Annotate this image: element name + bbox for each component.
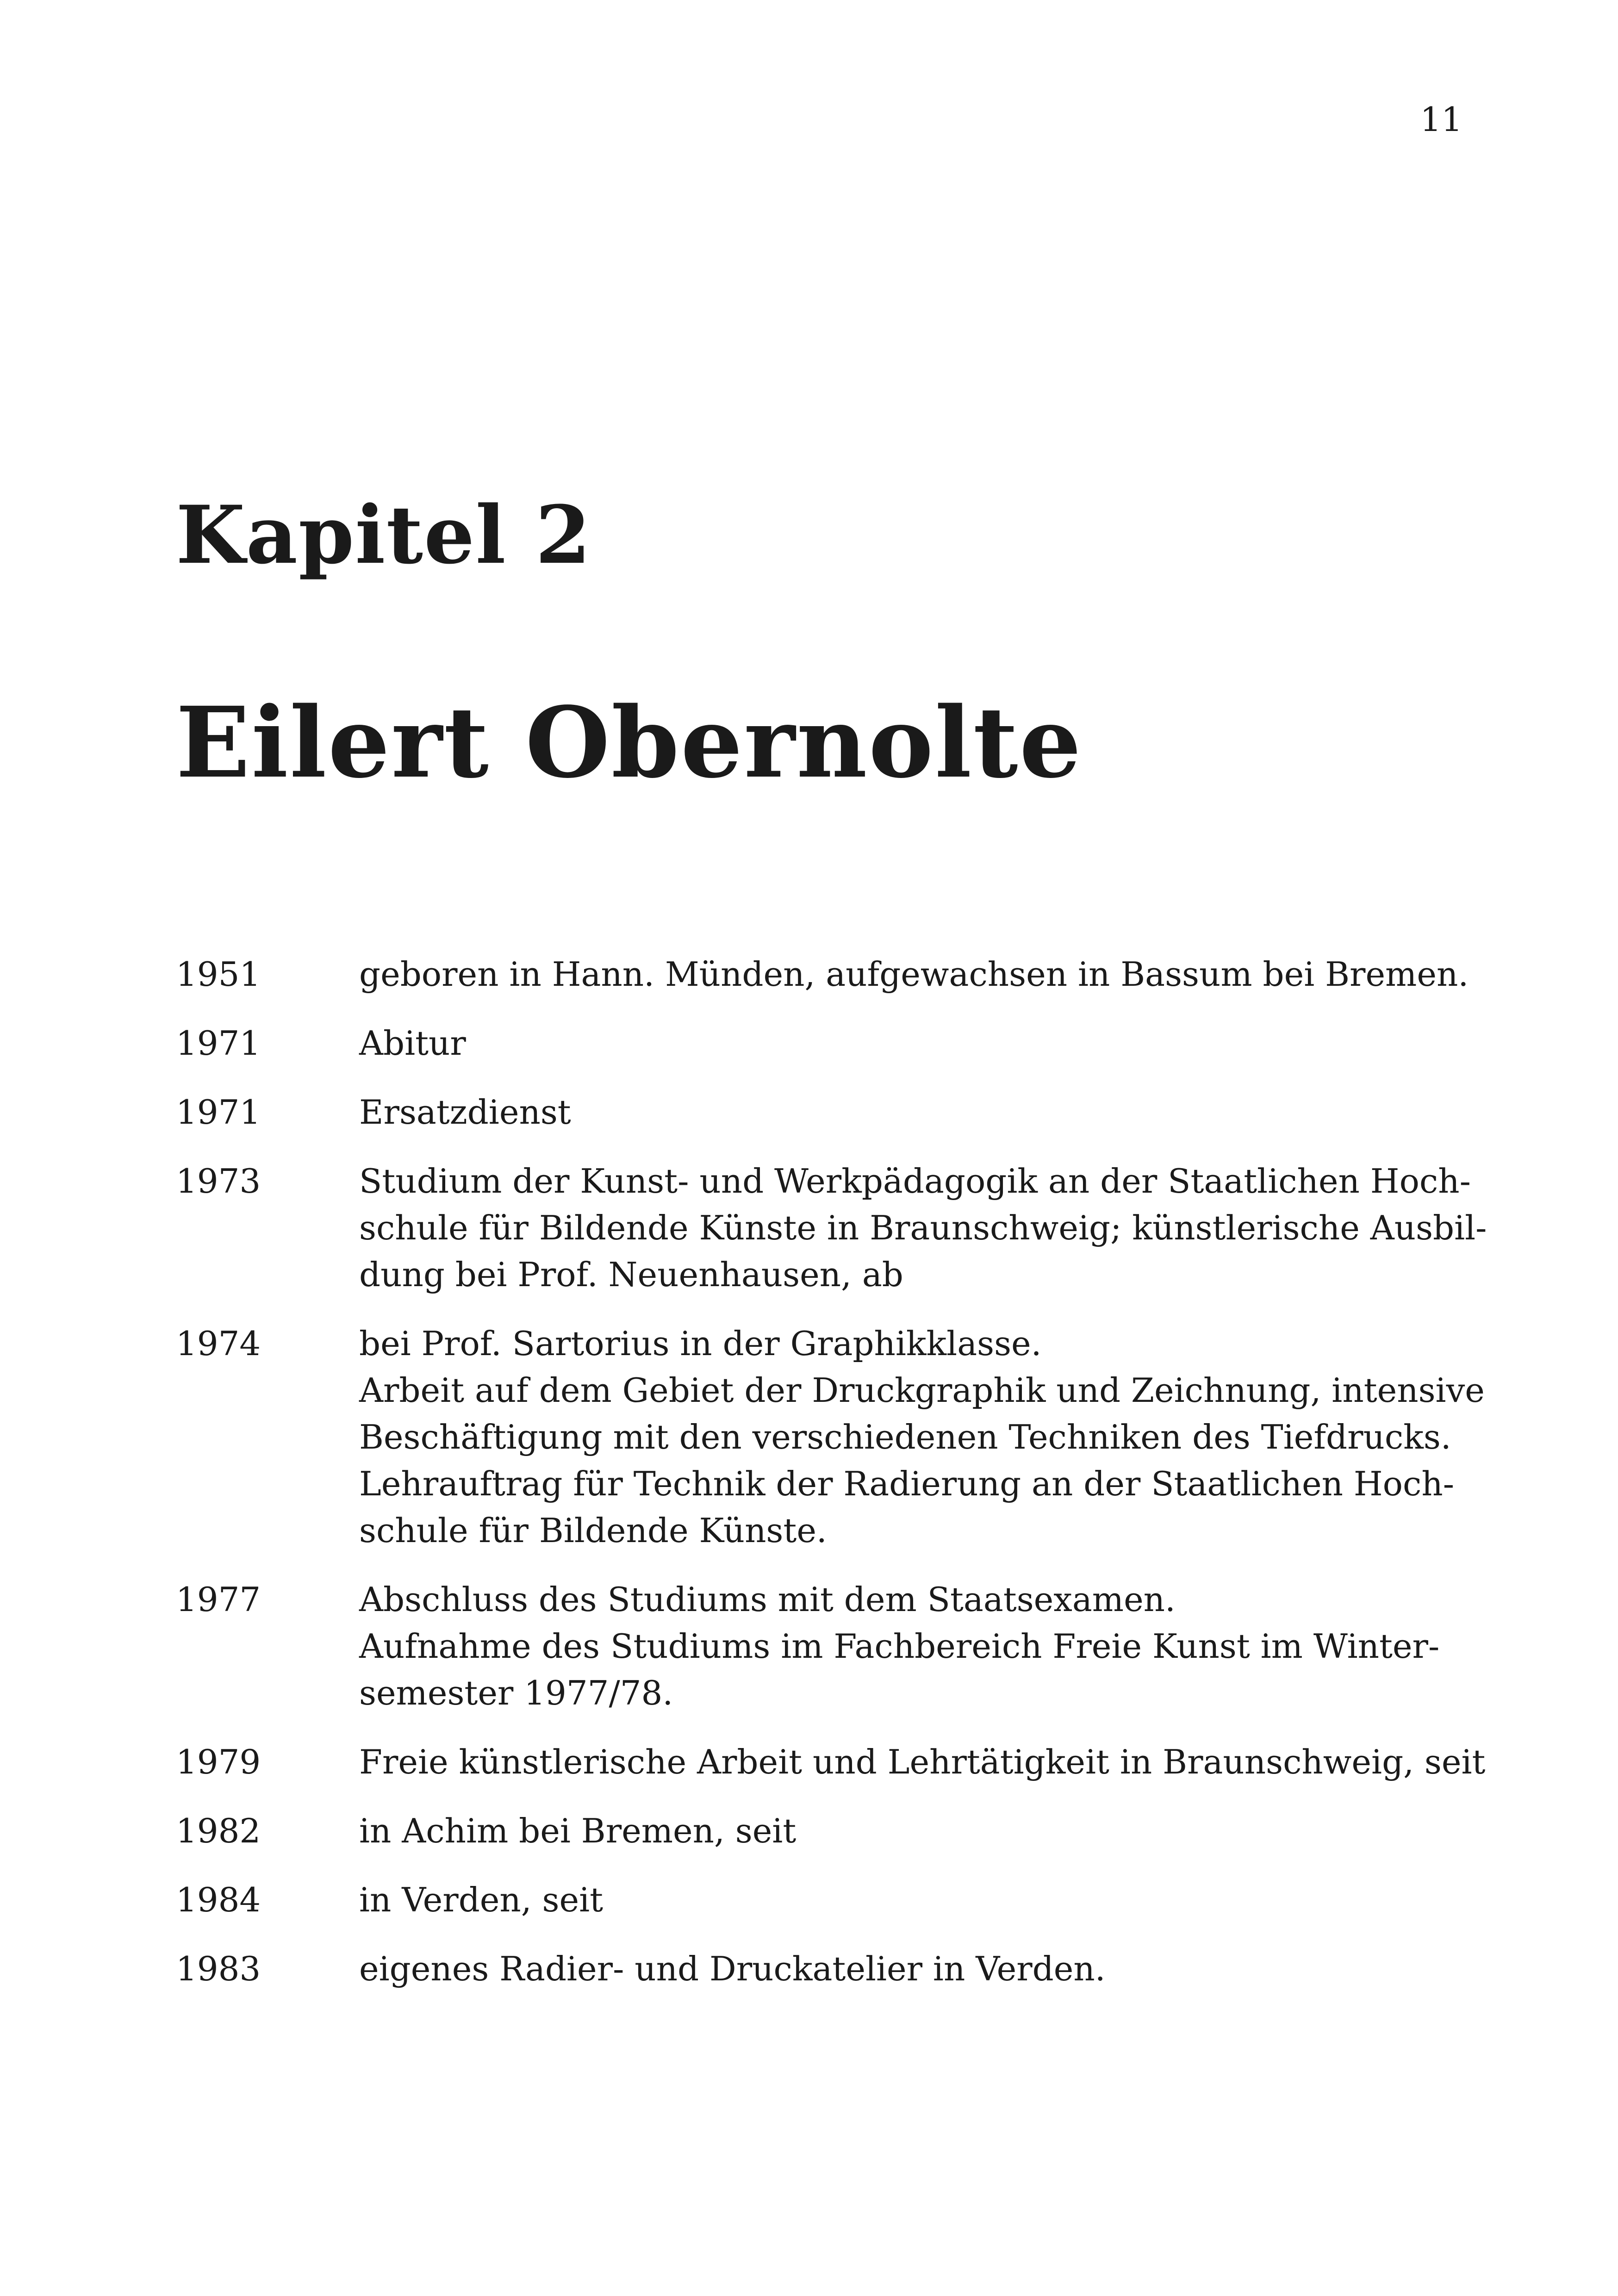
biography-text <box>359 951 1469 998</box>
biography-text <box>359 1808 1462 1854</box>
biography-text <box>359 1020 1462 1067</box>
biography-entry <box>176 1946 1462 1992</box>
biography-year: 1971 <box>176 1093 261 1132</box>
biography-entry <box>176 951 1469 998</box>
biography-entry <box>176 1739 1486 1786</box>
biography-line: Abschluss des Studiums mit dem Staatsexamen. <box>359 1580 1176 1619</box>
biography-line: dung bei Prof. Neuenhausen, ab <box>359 1255 903 1294</box>
page-number: 11 <box>1420 100 1462 139</box>
biography-entry <box>176 1576 1462 1717</box>
biography-year: 1973 <box>176 1162 261 1201</box>
biography-line: Beschäftigung mit den verschiedenen Techniken des Tiefdrucks. <box>359 1418 1451 1456</box>
biography-text <box>359 1576 1462 1717</box>
biography-line: in Achim bei Bremen, seit <box>359 1811 797 1850</box>
biography-entry <box>176 1808 1462 1854</box>
biography-entry <box>176 1020 1462 1067</box>
biography-line: bei Prof. Sartorius in der Graphikklasse. <box>359 1324 1042 1363</box>
biography-line: Abitur <box>359 1024 466 1063</box>
biography-entry <box>176 1158 1487 1298</box>
biography-year: 1982 <box>176 1811 261 1850</box>
biography-text <box>359 1158 1487 1298</box>
biography-line: Ersatzdienst <box>359 1093 571 1132</box>
biography-line: geboren in Hann. Münden, aufgewachsen in Bassum bei Bremen. <box>359 955 1469 994</box>
biography-list <box>176 951 1487 2015</box>
biography-text <box>359 1946 1462 1992</box>
biography-text <box>359 1739 1485 1786</box>
biography-line: schule für Bildende Künste. <box>359 1511 827 1550</box>
biography-line: in Verden, seit <box>359 1880 604 1919</box>
biography-year: 1979 <box>176 1742 261 1781</box>
biography-year: 1951 <box>176 955 261 994</box>
biography-year: 1983 <box>176 1949 261 1988</box>
biography-line: Freie künstlerische Arbeit und Lehrtätigkeit in Braunschweig, seit <box>359 1742 1486 1781</box>
biography-entry <box>176 1089 1462 1136</box>
biography-text <box>359 1320 1485 1554</box>
biography-text <box>359 1089 1462 1136</box>
chapter-label: Kapitel 2 <box>176 488 592 582</box>
biography-line: Aufnahme des Studiums im Fachbereich Freie Kunst im Winter- <box>359 1627 1440 1666</box>
biography-year: 1977 <box>176 1580 261 1619</box>
biography-year: 1971 <box>176 1024 261 1063</box>
biography-entry <box>176 1877 1462 1923</box>
biography-year: 1974 <box>176 1324 261 1363</box>
biography-line: schule für Bildende Künste in Braunschweig; künstlerische Ausbil- <box>359 1208 1487 1247</box>
biography-year: 1984 <box>176 1880 261 1919</box>
biography-line: Arbeit auf dem Gebiet der Druckgraphik und Zeichnung, intensive <box>359 1371 1485 1410</box>
biography-line: Studium der Kunst- und Werkpädagogik an der Staatlichen Hoch- <box>359 1162 1471 1201</box>
biography-text <box>359 1877 1462 1923</box>
biography-line: eigenes Radier- und Druckatelier in Verden. <box>359 1949 1106 1988</box>
biography-line: semester 1977/78. <box>359 1674 673 1712</box>
biography-entry <box>176 1320 1485 1554</box>
biography-line: Lehrauftrag für Technik der Radierung an der Staatlichen Hoch- <box>359 1464 1455 1503</box>
chapter-title: Eilert Obernolte <box>176 685 1083 800</box>
